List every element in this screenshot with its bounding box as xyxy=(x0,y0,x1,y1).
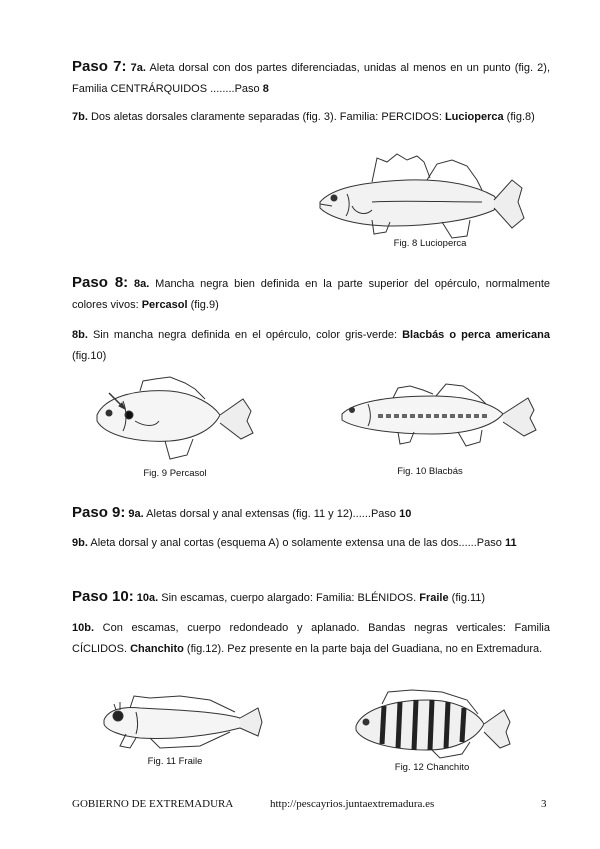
paso-9-heading: Paso 9: xyxy=(72,504,126,521)
paso-9b-next: 11 xyxy=(504,537,517,549)
fig-8-caption: Fig. 8 Lucioperca xyxy=(393,238,467,249)
paso-8a-species: Percasol xyxy=(141,299,188,311)
paso-9b xyxy=(72,533,550,554)
paso-9b-label: 9b. xyxy=(72,537,88,549)
fig-9-caption: Fig. 9 Percasol xyxy=(143,468,207,479)
paso-10b-species: Chanchito xyxy=(130,643,184,655)
fig-11-caption: Fig. 11 Fraile xyxy=(147,756,203,767)
cichlid-fish-illustration xyxy=(352,688,512,760)
fig-10-caption: Fig. 10 Blacbás xyxy=(397,466,463,477)
paso-8b-label: 8b. xyxy=(72,329,88,341)
paso-8a-text: Mancha negra bien definida en la parte superior del opérculo, normalmente colores vivos: xyxy=(72,278,551,311)
paso-7b-ref: (fig.8) xyxy=(503,111,535,123)
page-number: 3 xyxy=(541,798,547,810)
paso-9a-label: 9a. xyxy=(128,508,144,520)
paso-8a-ref: (fig.9) xyxy=(187,299,219,311)
blenny-fish-illustration xyxy=(100,690,265,755)
paso-9b-text: Aleta dorsal y anal cortas (esquema A) o solamente extensa una de las dos......Paso xyxy=(87,537,505,549)
paso-8b-ref: (fig.10) xyxy=(72,350,107,362)
footer-url[interactable]: http://pescayrios.juntaextremadura.es xyxy=(270,798,435,810)
paso-7a-label: 7a. xyxy=(130,62,146,74)
paso-10a-label: 10a. xyxy=(136,592,159,604)
paso-8-heading: Paso 8: xyxy=(72,274,129,291)
paso-7-heading: Paso 7: xyxy=(72,58,127,75)
paso-7b-text: Dos aletas dorsales claramente separadas (fig. 3). Familia: PERCIDOS: xyxy=(87,111,445,123)
paso-7b-species: Lucioperca xyxy=(444,111,504,123)
paso-10b-label: 10b. xyxy=(72,622,95,634)
paso-8b-species: Blacbás o perca americana xyxy=(402,329,550,341)
paso-8a xyxy=(72,272,550,316)
paso-8b-text: Sin mancha negra definida en el opérculo, color gris-verde: xyxy=(87,329,403,341)
paso-7a xyxy=(72,56,550,100)
paso-10a-species: Fraile xyxy=(419,592,449,604)
paso-10a-ref: (fig.11) xyxy=(448,592,486,604)
paso-10b-text: Con escamas, cuerpo redondeado y aplanado. Bandas negras verticales: Familia CÍCLIDOS. xyxy=(72,622,550,655)
fig-12-caption: Fig. 12 Chanchito xyxy=(394,762,470,773)
paso-8b xyxy=(72,325,550,367)
paso-10b xyxy=(72,618,550,660)
paso-10a-text: Sin escamas, cuerpo alargado: Familia: BLÉNIDOS. xyxy=(158,592,420,604)
paso-7a-text: Aleta dorsal con dos partes diferenciadas, unidas al menos en un punto (fig. 2), Familia CENTRÁRQUIDOS ........Paso xyxy=(72,62,551,95)
paso-9a xyxy=(72,502,550,525)
paso-8a-label: 8a. xyxy=(134,278,150,290)
paso-10-heading: Paso 10: xyxy=(72,588,134,605)
paso-7b xyxy=(72,107,550,128)
paso-9a-text: Aletas dorsal y anal extensas (fig. 11 y 12)......Paso xyxy=(143,508,400,520)
paso-7b-label: 7b. xyxy=(72,111,88,123)
paso-7a-next: 8 xyxy=(262,83,269,95)
footer-org: GOBIERNO DE EXTREMADURA xyxy=(72,798,234,810)
paso-10a xyxy=(72,586,550,609)
paso-9a-next: 10 xyxy=(399,508,412,520)
paso-10b-ref: (fig.12). Pez presente en la parte baja del Guadiana, no en Extremadura. xyxy=(183,643,543,655)
largemouth-bass-illustration xyxy=(338,380,538,455)
pumpkinseed-fish-illustration xyxy=(95,375,255,465)
zander-fish-illustration xyxy=(312,150,527,245)
